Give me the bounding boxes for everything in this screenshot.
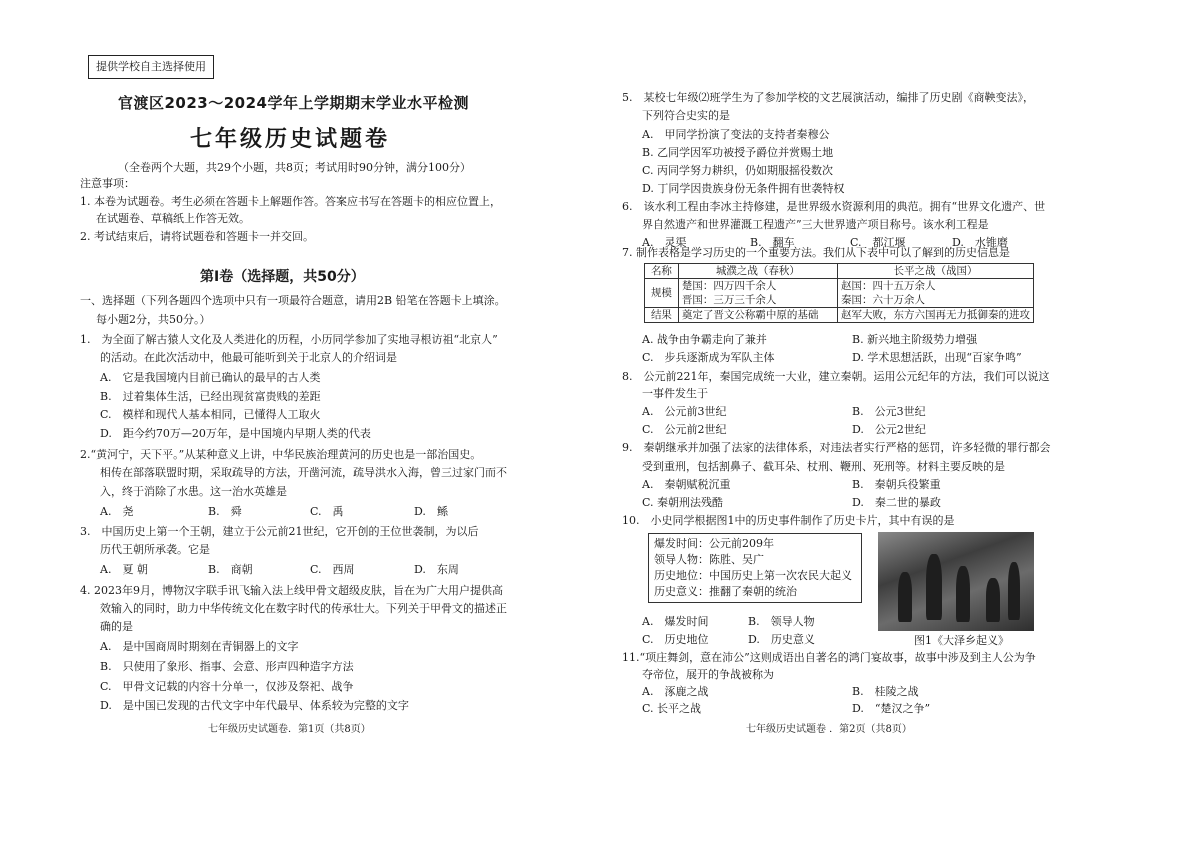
history-card-meaning: 历史意义：推翻了秦朝的统治 xyxy=(654,585,797,598)
history-card xyxy=(648,533,862,603)
question-6-stem: 6. 该水利工程由李冰主持修建，是世界级水资源利用的典范。拥有“世界文化遗产、世 xyxy=(622,200,1046,213)
question-1-stem: 1. 为全面了解古猿人文化及人类进化的历程，小历同学参加了实地寻根访祖“北京人” xyxy=(80,333,498,346)
notice-item-1: 1. 本卷为试题卷。考生必须在答题卡上解题作答。答案应书写在答题卡的相应位置上， xyxy=(80,195,501,208)
history-card-time: 爆发时间：公元前209年 xyxy=(654,537,774,550)
question-7-stem: 7. 制作表格是学习历史的一个重要方法。我们从下表中可以了解到的历史信息是 xyxy=(622,246,1010,259)
table-header-cell: 长平之战（战国） xyxy=(838,264,1034,279)
table-cell-line: 赵国：四十五万余人 xyxy=(841,280,936,292)
question-9-option-c: C. 秦朝刑法残酷 xyxy=(642,496,724,509)
exam-subtitle: 七年级历史试题卷 xyxy=(190,126,391,152)
table-header-cell: 城濮之战（春秋） xyxy=(678,264,837,279)
question-2-option-b: B. 舜 xyxy=(208,505,242,518)
question-6-stem-cont: 界自然遗产和世界灌溉工程遗产”三大世界遗产项目称号。该水利工程是 xyxy=(642,218,989,231)
table-row xyxy=(645,264,1034,279)
question-3-option-c: C. 西周 xyxy=(310,563,355,576)
question-11-option-b: B. 桂陵之战 xyxy=(852,685,919,698)
question-3-option-a: A. 夏 朝 xyxy=(100,563,148,576)
question-1-option-a: A. 它是我国境内目前已确认的最早的古人类 xyxy=(100,371,321,384)
question-2-option-c: C. 禹 xyxy=(310,505,344,518)
question-4-stem-cont2: 确的是 xyxy=(100,620,133,633)
question-11-option-d: D. “楚汉之争” xyxy=(852,702,931,715)
notice-title: 注意事项： xyxy=(80,177,135,190)
question-7-option-a: A. 战争由争霸走向了兼并 xyxy=(642,333,767,346)
question-8-stem: 8. 公元前221年，秦国完成统一大业，建立秦朝。运用公元纪年的方法，我们可以说这 xyxy=(622,370,1050,383)
question-2-stem: 2.“黄河宁，天下平。”从某种意义上讲，中华民族治理黄河的历史也是一部治国史。 xyxy=(80,448,482,461)
question-11-option-a: A. 涿鹿之战 xyxy=(642,685,709,698)
table-cell xyxy=(838,279,1034,308)
question-4-stem: 4. 2023年9月，博物汉字联手讯飞输入法上线甲骨文超级皮肤，旨在为广大用户提供高 xyxy=(80,584,503,597)
question-1-option-c: C. 模样和现代人基本相同，已懂得人工取火 xyxy=(100,408,321,421)
question-1-stem-cont: 的活动。在此次活动中，他最可能听到关于北京人的介绍词是 xyxy=(100,351,397,364)
question-5-option-c: C. 丙同学努力耕织，仍如期服摇役数次 xyxy=(642,164,834,177)
question-4-option-a: A. 是中国商周时期刻在青铜器上的文字 xyxy=(100,640,299,653)
notice-item-1-cont: 在试题卷、草稿纸上作答无效。 xyxy=(96,212,250,225)
question-9-option-a: A. 秦朝赋税沉重 xyxy=(642,478,731,491)
question-9-option-b: B. 秦朝兵役繁重 xyxy=(852,478,941,491)
usage-tag: 提供学校自主选择使用 xyxy=(88,55,214,79)
question-7-option-d: D. 学术思想活跃，出现“百家争鸣” xyxy=(852,351,1022,364)
question-11-stem: 11.“项庄舞剑，意在沛公”这则成语出自著名的鸿门宴故事，故事中涉及到主人公为争 xyxy=(622,651,1036,664)
exam-note: （全卷两个大题，共29个小题，共8页；考试用时90分钟，满分100分） xyxy=(118,161,471,174)
table-header-cell: 名称 xyxy=(645,264,679,279)
section-intro: 一、选择题（下列各题四个选项中只有一项最符合题意，请用2B 铅笔在答题卡上填涂。 xyxy=(80,294,506,307)
table-cell: 规模 xyxy=(645,279,679,308)
question-8-stem-cont: 一事件发生于 xyxy=(642,387,708,400)
table-row xyxy=(645,308,1034,323)
question-8-option-d: D. 公元2世纪 xyxy=(852,423,926,436)
question-1-option-b: B. 过着集体生活，已经出现贫富贵贱的差距 xyxy=(100,390,321,403)
question-10-option-b: B. 领导人物 xyxy=(748,615,815,628)
question-5-option-a: A. 甲同学扮演了变法的支持者秦穆公 xyxy=(642,128,830,141)
table-cell-line: 晋国：三万三千余人 xyxy=(681,294,777,306)
page-footer-1: 七年级历史试题卷．第1页（共8页） xyxy=(208,724,371,735)
table-cell-line: 楚国：四万四千余人 xyxy=(681,280,777,292)
question-2-stem-cont2: 入，终于消除了水患。这一治水英雄是 xyxy=(100,485,287,498)
question-3-stem: 3. 中国历史上第一个王朝，建立于公元前21世纪，它开创的王位世袭制，为以后 xyxy=(80,525,479,538)
question-10-option-d: D. 历史意义 xyxy=(748,633,815,646)
question-2-option-a: A. 尧 xyxy=(100,505,134,518)
question-6-option-a: A. 灵渠 xyxy=(642,236,687,249)
table-cell-line: 秦国：六十万余人 xyxy=(841,294,925,306)
question-9-option-d: D. 秦二世的暴政 xyxy=(852,496,941,509)
question-4-option-d: D. 是中国已发现的古代文字中年代最早、体系较为完整的文字 xyxy=(100,699,409,712)
question-10-stem: 10. 小史同学根据图1中的历史事件制作了历史卡片，其中有误的是 xyxy=(622,514,955,527)
question-1-option-d: D. 距今约70万—20万年，是中国境内早期人类的代表 xyxy=(100,427,371,440)
history-card-leaders: 领导人物：陈胜、吴广 xyxy=(654,553,764,566)
question-8-option-b: B. 公元3世纪 xyxy=(852,405,926,418)
question-5-option-d: D. 丁同学因贵族身份无条件拥有世袭特权 xyxy=(642,182,845,195)
table-cell: 结果 xyxy=(645,308,679,323)
question-5-option-b: B. 乙同学因军功被授予爵位并赏赐土地 xyxy=(642,146,834,159)
question-7-option-b: B. 新兴地主阶级势力增强 xyxy=(852,333,978,346)
question-3-option-b: B. 商朝 xyxy=(208,563,253,576)
question-3-stem-cont: 历代王朝所承袭。它是 xyxy=(100,543,210,556)
question-5-stem-cont: 下列符合史实的是 xyxy=(642,109,730,122)
question-10-option-c: C. 历史地位 xyxy=(642,633,709,646)
question-11-stem-cont: 夺帝位，展开的争战被称为 xyxy=(642,668,774,681)
table-cell xyxy=(678,279,837,308)
question-10-option-a: A. 爆发时间 xyxy=(642,615,709,628)
question-8-option-a: A. 公元前3世纪 xyxy=(642,405,727,418)
battle-comparison-table xyxy=(644,263,1034,323)
question-7-option-c: C. 步兵逐渐成为军队主体 xyxy=(642,351,775,364)
exam-title: 官渡区2023～2024学年上学期期末学业水平检测 xyxy=(118,94,469,112)
question-6-option-b: B. 翻车 xyxy=(750,236,795,249)
table-row xyxy=(645,279,1034,308)
dazexiang-uprising-image xyxy=(878,532,1034,631)
question-2-stem-cont: 相传在部落联盟时期，采取疏导的方法，开凿河流，疏导洪水入海，曾三过家门而不 xyxy=(100,466,507,479)
history-card-status: 历史地位：中国历史上第一次农民大起义 xyxy=(654,569,852,582)
question-8-option-c: C. 公元前2世纪 xyxy=(642,423,727,436)
question-4-stem-cont: 效输入的同时，助力中华传统文化在数字时代的传承壮大。下列关于甲骨文的描述正 xyxy=(100,602,507,615)
page-2 xyxy=(600,0,1200,849)
question-4-option-c: C. 甲骨文记载的内容十分单一，仅涉及祭祀、战争 xyxy=(100,680,354,693)
section-intro-cont: 每小题2分，共50分。） xyxy=(96,313,211,326)
question-9-stem: 9. 秦朝继承并加强了法家的法律体系，对违法者实行严格的惩罚，许多轻微的罪行都会 xyxy=(622,441,1051,454)
question-6-option-c: C. 都江堰 xyxy=(850,236,906,249)
question-4-option-b: B. 只使用了象形、指事、会意、形声四种造字方法 xyxy=(100,660,354,673)
question-6-option-d: D. 水锥磨 xyxy=(952,236,1008,249)
figure-caption: 图1《大泽乡起义》 xyxy=(914,634,1009,647)
table-cell: 赵军大败，东方六国再无力抵御秦的进攻 xyxy=(838,308,1034,323)
question-11-option-c: C. 长平之战 xyxy=(642,702,702,715)
table-cell: 奠定了晋文公称霸中原的基础 xyxy=(678,308,837,323)
notice-item-2: 2. 考试结束后，请将试题卷和答题卡一并交回。 xyxy=(80,230,314,243)
question-5-stem: 5. 某校七年级⑵班学生为了参加学校的文艺展演活动，编排了历史剧《商鞅变法》， xyxy=(622,91,1034,104)
section-title: 第Ⅰ卷（选择题，共50分） xyxy=(200,269,365,285)
question-2-option-d: D. 鲧 xyxy=(414,505,448,518)
question-3-option-d: D. 东周 xyxy=(414,563,459,576)
page-footer-2: 七年级历史试题卷 ．第2页（共8页） xyxy=(746,724,912,735)
question-9-stem-cont: 受到重刑，包括割鼻子、截耳朵、杖刑、鞭刑、死刑等。材料主要反映的是 xyxy=(642,460,1005,473)
